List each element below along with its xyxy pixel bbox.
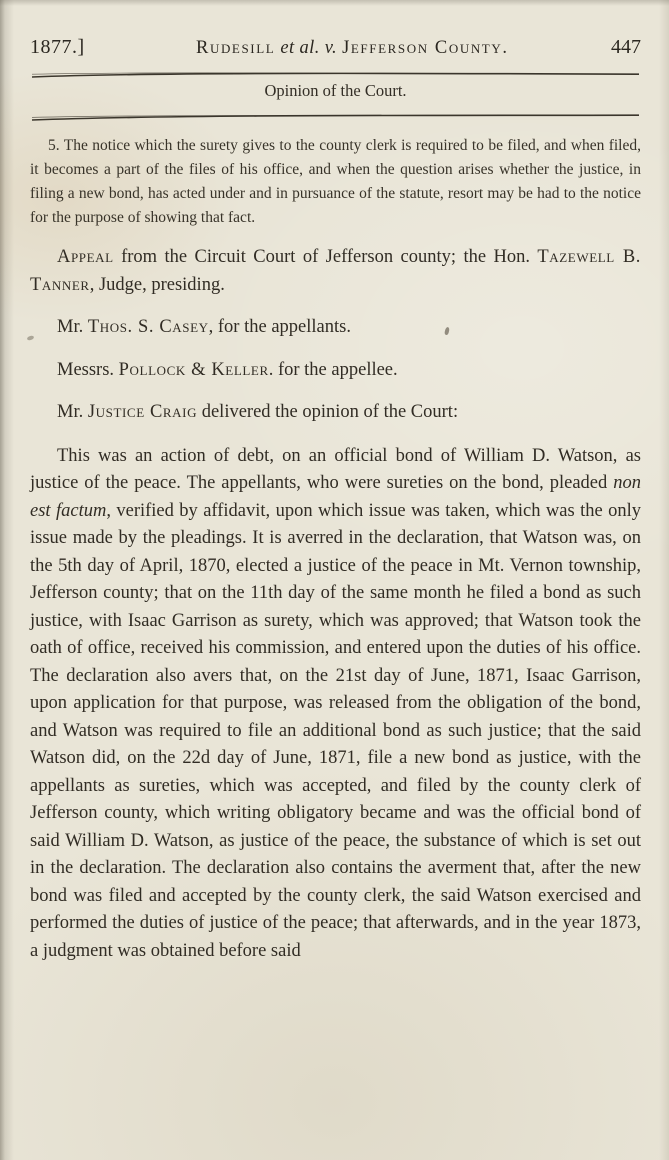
paragraph-opinion-body: This was an action of debt, on an official bond of William D. Watson, as justice of the peace. The appellants, who were sureties on the bond, pleaded non est factum, verified by affidavit, upon which issue was taken, which was the only issue made by the pleadings. It is averred in the declaration, that Watson was, on the 5th day of April, 1870, elected a justice of the peace in Mt. Vernon township, Jefferson county; that on the 11th day of the same month he filed a bond as such justice, with Isaac Garrison as surety, which was approved; that Watson took the oath of office, received his commission, and entered upon the duties of his office. The declaration also avers that, on the 21st day of June, 1871, Isaac Garrison, upon application for that purpose, was released from the obligation of the bond, and Watson was required to file an additional bond as such justice; that the said Watson did, on the 22d day of June, 1871, file a new bond as justice, with the appellants as sureties, which was accepted, and filed by the county clerk of Jefferson county, which writing obligatory became and was the official bond of said William D. Watson, as justice of the peace, the substance of which is set out in the declaration. The declaration also contains the averment that, after the new bond was filed and accepted by the county clerk, the said Watson exercised and performed the duties of justice of the peace; that afterwards, and in the year 1873, a judgment was obtained before said — [30, 445, 642, 961]
paragraph-appeal-statement: Appeal from the Circuit Court of Jefferson county; the Hon. Tazewell B. Tanner, Judge, presiding. — [30, 247, 641, 295]
page-number: 447 — [611, 36, 641, 58]
section-label: Opinion of the Court. — [264, 81, 407, 100]
headnote-paragraph: 5. The notice which the surety gives to the county clerk is required to be filed, and when filed, it becomes a part of the files of his office, and when the question arises whether the justice, in filing a new bond, has acted under and in pursuance of the statute, resort may be had to the notice for the purpose of showing that fact. — [30, 137, 641, 226]
paragraph-opinion-intro: Mr. Justice Craig delivered the opinion of the Court: — [57, 402, 459, 422]
divider-rule-top — [30, 70, 641, 80]
paragraph-counsel-appellee: Messrs. Pollock & Keller. for the appellee. — [57, 359, 398, 380]
running-header — [30, 36, 641, 59]
year-label: 1877.] — [30, 36, 85, 58]
case-title: Rudesill et al. v. Jefferson County. — [196, 38, 507, 58]
divider-rule-bottom — [30, 112, 641, 122]
paragraph-counsel-appellants: Mr. Thos. S. Casey, for the appellants. — [57, 317, 351, 337]
